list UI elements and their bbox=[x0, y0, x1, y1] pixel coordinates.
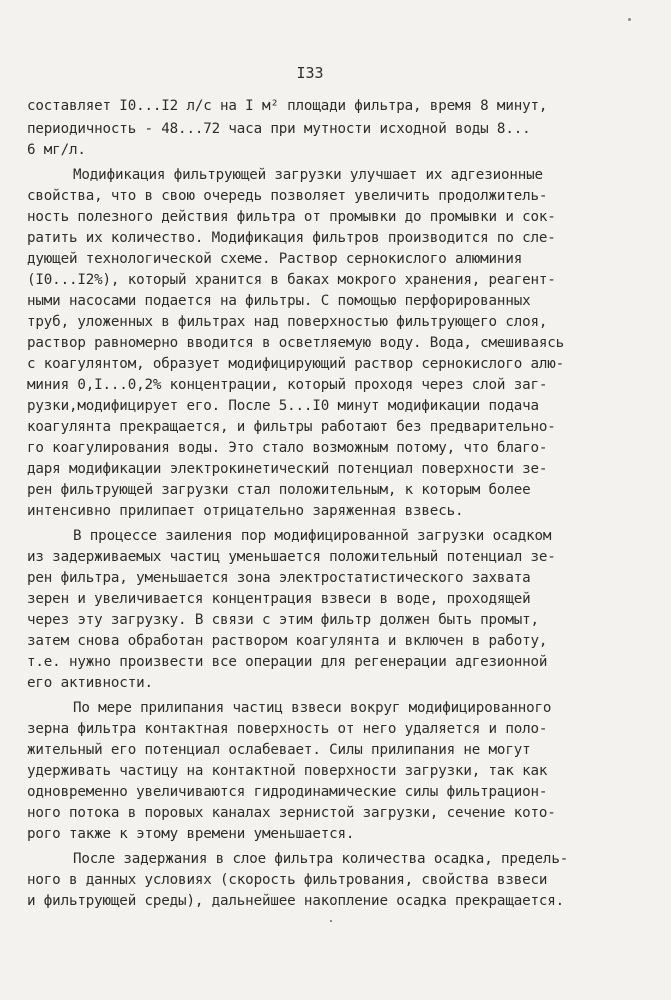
text-line: После задержания в слое фильтра количества осадка, предель- bbox=[73, 851, 569, 867]
text-line: рен фильтра, уменьшается зона электростатистического захвата bbox=[27, 570, 531, 586]
text-line: го коагулирования воды. Это стало возможным потому, что благо- bbox=[27, 440, 548, 456]
text-line: коагулянта прекращается, и фильтры работают без предварительно- bbox=[27, 419, 556, 435]
text-line: дующей технологической схеме. Раствор сернокислого алюминия bbox=[27, 251, 523, 267]
text-line: жительный его потенциал ослабевает. Силы прилипания не могут bbox=[27, 742, 531, 758]
scan-speck bbox=[628, 18, 631, 21]
text-line: интенсивно прилипает отрицательно заряженная взвесь. bbox=[27, 503, 464, 519]
text-line: удерживать частицу на контактной поверхности загрузки, так как bbox=[27, 763, 548, 779]
text-line: Модификация фильтрующей загрузки улучшает их адгезионные bbox=[73, 167, 543, 183]
text-line: одновременно увеличиваются гидродинамические силы фильтрацион- bbox=[27, 784, 548, 800]
text-line: составляет I0...I2 л/с на I м² площади фильтра, время 8 минут, bbox=[27, 98, 548, 114]
text-line: труб, уложенных в фильтрах над поверхностью фильтрующего слоя, bbox=[27, 314, 548, 330]
text-line: его активности. bbox=[27, 675, 153, 691]
text-line: 6 мг/л. bbox=[27, 142, 86, 158]
text-line: т.е. нужно произвести все операции для регенерации адгезионной bbox=[27, 654, 548, 670]
ink-speck bbox=[330, 920, 332, 922]
text-line: зерен и увеличивается концентрация взвеси в воде, проходящей bbox=[27, 591, 531, 607]
text-line: свойства, что в свою очередь позволяет увеличить продолжитель- bbox=[27, 188, 548, 204]
text-line: через эту загрузку. В связи с этим фильтр должен быть промыт, bbox=[27, 612, 539, 628]
text-line: периодичность - 48...72 часа при мутности исходной воды 8... bbox=[27, 121, 531, 137]
text-line: даря модификации электрокинетический потенциал поверхности зе- bbox=[27, 461, 548, 477]
text-line: и фильтрующей среды), дальнейшее накопление осадка прекращается. bbox=[27, 893, 565, 909]
text-line: (I0...I2%), который хранится в баках мокрого хранения, реагент- bbox=[27, 272, 556, 288]
text-line: По мере прилипания частиц взвеси вокруг модифицированного bbox=[73, 700, 552, 716]
text-line: ного в данных условиях (скорость фильтрования, свойства взвеси bbox=[27, 872, 548, 888]
text-line: ными насосами подается на фильтры. С помощью перфорированных bbox=[27, 293, 531, 309]
text-line: зерна фильтра контактная поверхность от него удаляется и поло- bbox=[27, 721, 548, 737]
text-line: ность полезного действия фильтра от промывки до промывки и сок- bbox=[27, 209, 556, 225]
text-line: рого также к этому времени уменьшается. bbox=[27, 826, 355, 842]
text-line: из задерживаемых частиц уменьшается положительный потенциал зе- bbox=[27, 549, 556, 565]
text-line: с коагулянтом, образует модифицирующий раствор сернокислого алю- bbox=[27, 356, 565, 372]
text-line: затем снова обработан раствором коагулянта и включен в работу, bbox=[27, 633, 548, 649]
text-line: миния 0,I...0,2% концентрации, который проходя через слой заг- bbox=[27, 377, 548, 393]
text-line: ратить их количество. Модификация фильтров производится по сле- bbox=[27, 230, 556, 246]
text-line: В процессе заиления пор модифицированной загрузки осадком bbox=[73, 528, 552, 544]
text-line: раствор равномерно вводится в осветляемую воду. Вода, смешиваясь bbox=[27, 335, 565, 351]
text-line: рен фильтрующей загрузки стал положительным, к которым более bbox=[27, 482, 531, 498]
text-line: ного потока в поровых каналах зернистой загрузки, сечение кото- bbox=[27, 805, 556, 821]
text-line: рузки,модифицирует его. После 5...I0 минут модификации подача bbox=[27, 398, 539, 414]
page-number: I33 bbox=[296, 64, 324, 82]
